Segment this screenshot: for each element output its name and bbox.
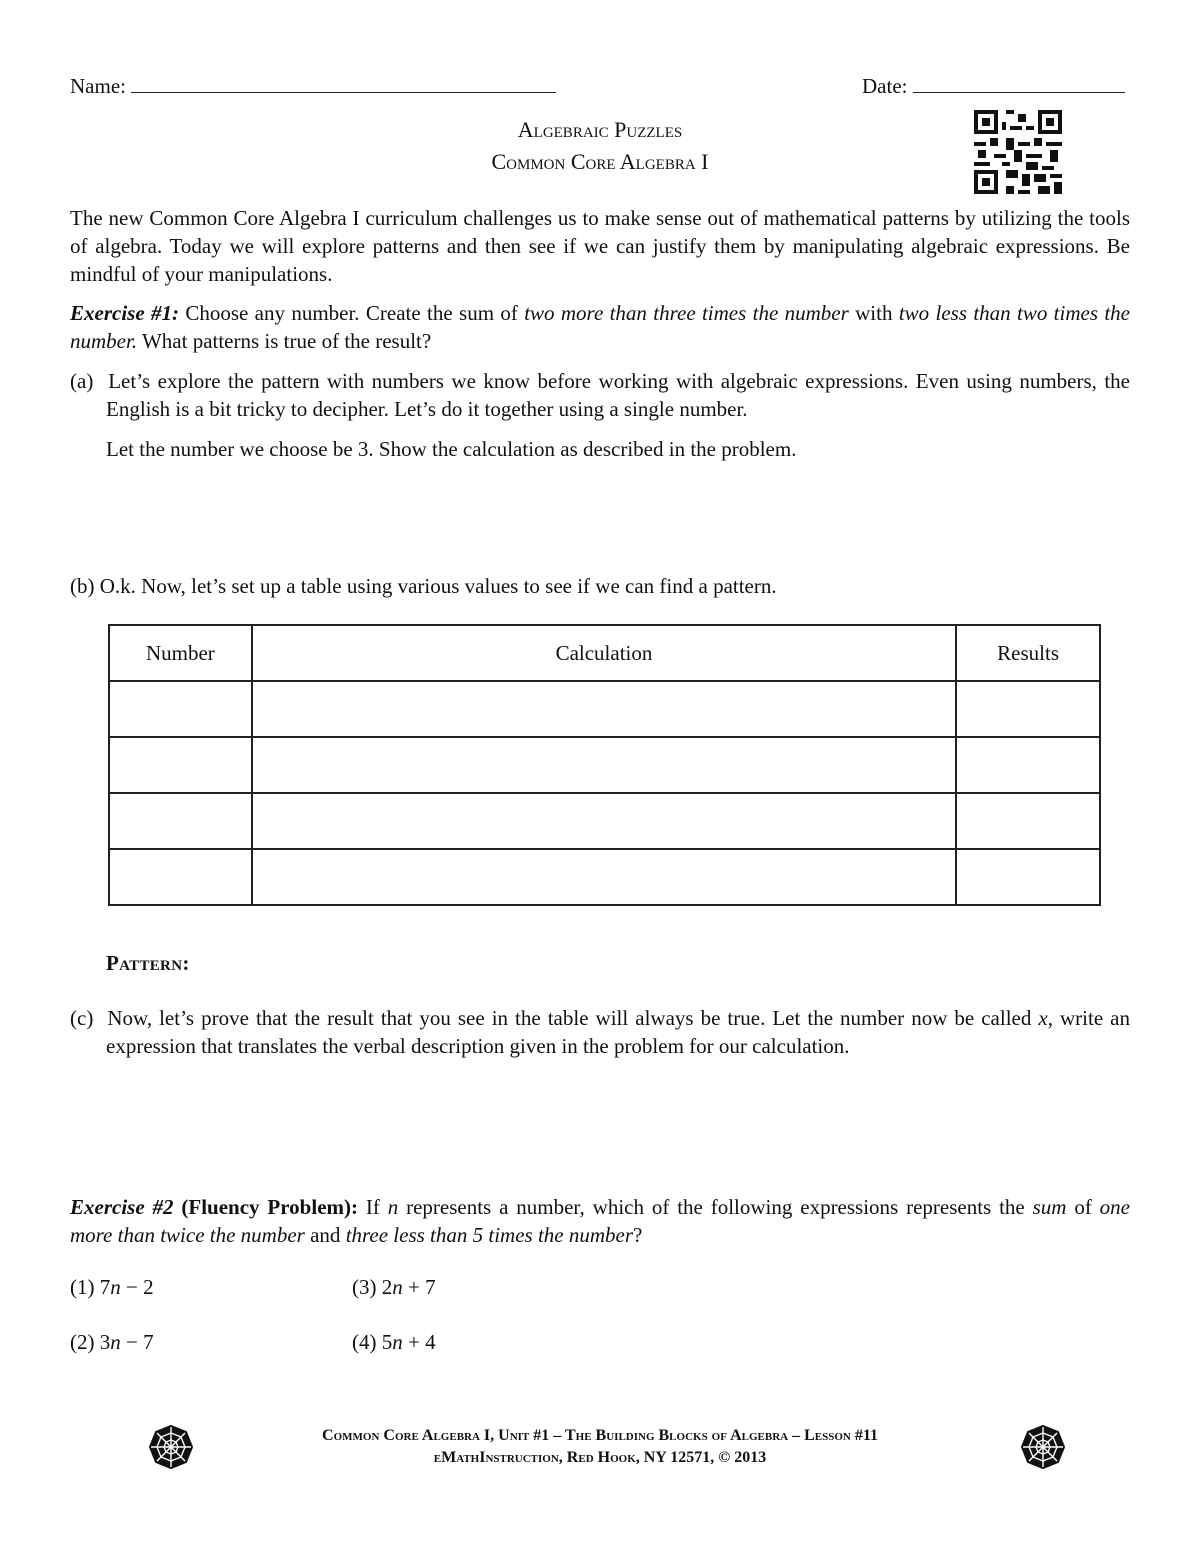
table-cell[interactable]	[252, 681, 956, 737]
choice-variable: n	[110, 1330, 121, 1354]
choice-4[interactable]	[352, 1328, 436, 1356]
qr-code-icon	[974, 110, 1062, 194]
exercise-2-prompt	[70, 1193, 1130, 1249]
header-results: Results	[956, 625, 1100, 681]
pattern-table	[108, 624, 1101, 906]
table-cell[interactable]	[109, 793, 252, 849]
exercise-2-sum: sum	[1032, 1195, 1067, 1219]
part-c	[70, 1004, 1130, 1060]
table-row	[109, 681, 1100, 737]
part-b-marker: (b)	[70, 574, 95, 598]
choice-rest: + 7	[402, 1275, 436, 1299]
table-row	[109, 737, 1100, 793]
part-a-followup: Let the number we choose be 3. Show the calculation as described in the problem.	[106, 437, 797, 461]
part-c-variable: x	[1038, 1006, 1048, 1030]
table-cell[interactable]	[956, 737, 1100, 793]
part-c-text: , write an expression that translates the verbal description given in the problem for our calculation.	[106, 1006, 1130, 1058]
table-row	[109, 793, 1100, 849]
table-cell[interactable]	[252, 849, 956, 905]
exercise-1-text: Choose any number. Create the sum of	[185, 301, 525, 325]
choice-coefficient: 2	[381, 1275, 393, 1299]
part-b-text: O.k. Now, let’s set up a table using various values to see if we can find a pattern.	[99, 574, 777, 598]
choice-2[interactable]	[70, 1328, 154, 1356]
date-field[interactable]	[862, 72, 1125, 100]
part-b	[70, 572, 777, 600]
table-cell[interactable]	[109, 681, 252, 737]
choice-rest: − 2	[120, 1275, 154, 1299]
part-c-text: Now, let’s prove that the result that you see in the table will always be true. Let the number now be called	[107, 1006, 1039, 1030]
exercise-1-prompt	[70, 299, 1130, 355]
exercise-2-phrase-a: one more than twice the number	[70, 1195, 1130, 1247]
exercise-1-phrase-a: two more than three times the number	[524, 301, 849, 325]
header-number: Number	[109, 625, 252, 681]
choice-variable: n	[392, 1330, 403, 1354]
header-calculation: Calculation	[252, 625, 956, 681]
part-a	[70, 367, 1130, 423]
name-field[interactable]	[70, 72, 556, 100]
choice-1[interactable]	[70, 1273, 154, 1301]
exercise-1-text: What patterns is true of the result?	[137, 329, 432, 353]
exercise-2-text: ?	[633, 1223, 643, 1247]
exercise-1-label: Exercise #1:	[70, 301, 179, 325]
name-blank[interactable]	[131, 72, 556, 93]
choice-variable: n	[110, 1275, 121, 1299]
table-cell[interactable]	[956, 793, 1100, 849]
choice-number: (3)	[352, 1275, 377, 1299]
exercise-1-text: with	[848, 301, 899, 325]
part-c-work-area[interactable]	[106, 1070, 1106, 1180]
choice-number: (2)	[70, 1330, 95, 1354]
table-cell[interactable]	[109, 849, 252, 905]
worksheet-title: Algebraic Puzzles	[517, 117, 683, 142]
exercise-2-text: and	[304, 1223, 346, 1247]
choice-coefficient: 3	[99, 1330, 111, 1354]
footer-publisher-line: eMathInstruction, Red Hook, NY 12571, © 2013	[433, 1449, 767, 1466]
choice-3[interactable]	[352, 1273, 436, 1301]
part-a-work-area[interactable]	[106, 470, 1106, 560]
exercise-2-phrase-b: three less than 5 times the number	[345, 1223, 634, 1247]
exercise-2-text: If	[358, 1195, 388, 1219]
table-cell[interactable]	[109, 737, 252, 793]
choice-number: (1)	[70, 1275, 95, 1299]
exercise-2-text: of	[1066, 1195, 1100, 1219]
exercise-1-phrase-b: two less than two times the number.	[70, 301, 1130, 353]
table-cell[interactable]	[956, 849, 1100, 905]
exercise-2-sublabel: (Fluency Problem):	[181, 1195, 358, 1219]
choice-number: (4)	[352, 1330, 377, 1354]
name-label: Name:	[70, 74, 126, 98]
footer-course-line: Common Core Algebra I, Unit #1 – The Building Blocks of Algebra – Lesson #11	[322, 1427, 878, 1444]
table-cell[interactable]	[252, 793, 956, 849]
choice-rest: − 7	[120, 1330, 154, 1354]
choice-coefficient: 5	[381, 1330, 393, 1354]
exercise-2-variable: n	[387, 1195, 399, 1219]
choice-coefficient: 7	[99, 1275, 111, 1299]
exercise-2-label: Exercise #2	[70, 1195, 174, 1219]
table-row	[109, 849, 1100, 905]
table-cell[interactable]	[252, 737, 956, 793]
date-blank[interactable]	[913, 72, 1125, 93]
choice-rest: + 4	[402, 1330, 436, 1354]
course-title: Common Core Algebra I	[491, 149, 709, 174]
pattern-label: Pattern:	[106, 951, 190, 975]
date-label: Date:	[862, 74, 908, 98]
choice-variable: n	[392, 1275, 403, 1299]
table-header-row	[109, 625, 1100, 681]
intro-paragraph: The new Common Core Algebra I curriculum challenges us to make sense out of mathematical patterns by utilizing the tools of algebra. Today we will explore patterns and then see if we can justify them by manipulating algebraic expressions. Be mindful of your manipulations.	[70, 206, 1130, 286]
part-c-marker: (c)	[70, 1006, 94, 1030]
exercise-2-text: represents a number, which of the following expressions represents the	[398, 1195, 1033, 1219]
part-a-text: Let’s explore the pattern with numbers we know before working with algebraic expressions. Even using numbers, the English is a bit tricky to decipher. Let’s do it together using a single number.	[106, 369, 1131, 421]
part-a-marker: (a)	[70, 369, 94, 393]
table-cell[interactable]	[956, 681, 1100, 737]
